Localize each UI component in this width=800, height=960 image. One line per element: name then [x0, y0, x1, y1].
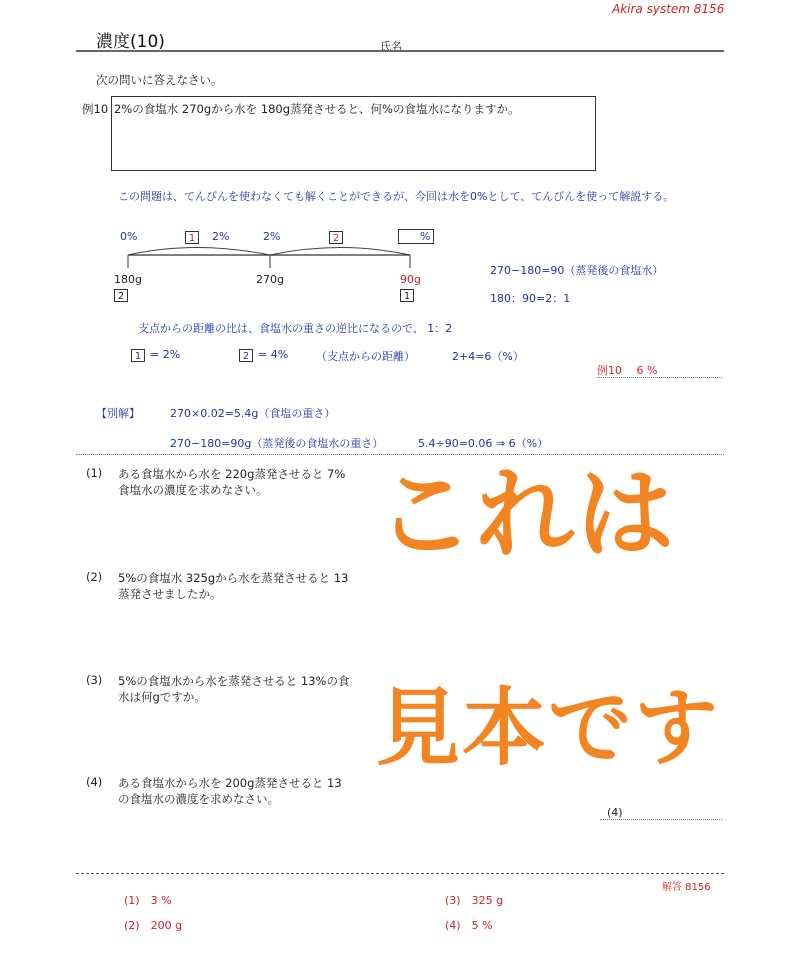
example-answer-underline	[597, 377, 722, 378]
question-4-line-1: ある食塩水から水を 200g蒸発させると 13	[118, 776, 342, 790]
diagram-box-top-1: 1	[185, 231, 199, 244]
alt-solution-line-1: 270×0.02=5.4g（食塩の重さ）	[170, 407, 336, 420]
question-2-number: (2)	[86, 570, 103, 584]
page-title: 濃度(10)	[96, 32, 165, 52]
name-label: 氏名	[380, 40, 402, 53]
alt-solution-line-2: 270−180=90g（蒸発後の食塩水の重さ）	[170, 437, 384, 450]
answer-sum: 2+4=6（%）	[452, 350, 524, 363]
sample-watermark-line-1: これは	[376, 458, 677, 572]
question-1-line-2: 食塩水の濃度を求めなさい。	[118, 483, 268, 497]
diagram-box-bottom-right: 1	[400, 289, 414, 302]
example-answer: 例10 6 %	[597, 364, 658, 377]
diagram-top-label-4: %	[420, 230, 431, 243]
diagram-top-label-2: 2%	[212, 230, 230, 243]
answer-key-label: 解答 8156	[662, 882, 711, 893]
answer-eq-1: = 2%	[150, 348, 181, 361]
answer-key-item-3: (3) 325 g	[445, 894, 504, 907]
ratio-text: 支点からの距離の比は、食塩水の重さの逆比になるので、 1：2	[138, 322, 453, 335]
sample-watermark-line-2: 見本です	[376, 679, 721, 777]
answer-key-item-4: (4) 5 %	[445, 919, 493, 932]
diagram-bottom-label-2: 270g	[256, 273, 284, 286]
answer-box-1: 1	[131, 349, 145, 362]
question-1-line-1: ある食塩水から水を 220g蒸発させると 7%	[118, 467, 346, 481]
answer-key-divider	[76, 873, 724, 874]
question-2-line-1: 5%の食塩水 325gから水を蒸発させると 13	[118, 571, 349, 585]
diagram-calc-1: 270−180=90（蒸発後の食塩水）	[490, 264, 664, 277]
answer-slot-label: (4)	[607, 806, 623, 819]
answer-eq-2: = 4%	[258, 348, 289, 361]
example-label: 例10	[82, 102, 109, 116]
diagram-top-label-3: 2%	[263, 230, 281, 243]
question-1-number: (1)	[86, 466, 103, 480]
diagram-bottom-label-3: 90g	[400, 273, 421, 286]
alt-solution-label: 【別解】	[96, 407, 140, 420]
balance-diagram	[110, 240, 430, 270]
answer-slot-underline	[600, 819, 722, 820]
example-explanation: この問題は、てんびんを使わなくても解くことができるが、今回は水を0%として、てんびんを使って解説する。	[118, 190, 675, 203]
question-4-line-2: の食塩水の濃度を求めなさい。	[118, 792, 279, 806]
diagram-calc-2: 180：90=2：1	[490, 292, 571, 305]
brand-label: Akira system 8156	[612, 2, 725, 16]
example-section-divider	[76, 454, 724, 455]
example-question: 2%の食塩水 270gから水を 180g蒸発させると、何%の食塩水になりますか。	[114, 102, 520, 116]
diagram-box-top-2: 2	[329, 231, 343, 244]
answer-note: （支点からの距離）	[316, 350, 415, 363]
question-3-line-1: 5%の食塩水から水を蒸発させると 13%の食	[118, 674, 350, 688]
answer-box-2: 2	[239, 349, 253, 362]
answer-key-item-1: (1) 3 %	[124, 894, 172, 907]
diagram-top-label-1: 0%	[120, 230, 138, 243]
question-2-line-2: 蒸発させましたか。	[118, 587, 222, 601]
question-4-number: (4)	[86, 775, 103, 789]
instruction: 次の問いに答えなさい。	[96, 73, 223, 87]
header-divider	[76, 50, 724, 52]
diagram-box-bottom-left: 2	[114, 289, 128, 302]
question-3-line-2: 水は何gですか。	[118, 690, 206, 704]
question-3-number: (3)	[86, 673, 103, 687]
diagram-bottom-label-1: 180g	[114, 273, 142, 286]
alt-solution-line-3: 5.4÷90=0.06 ⇒ 6（%）	[418, 437, 549, 450]
answer-key-item-2: (2) 200 g	[124, 919, 183, 932]
